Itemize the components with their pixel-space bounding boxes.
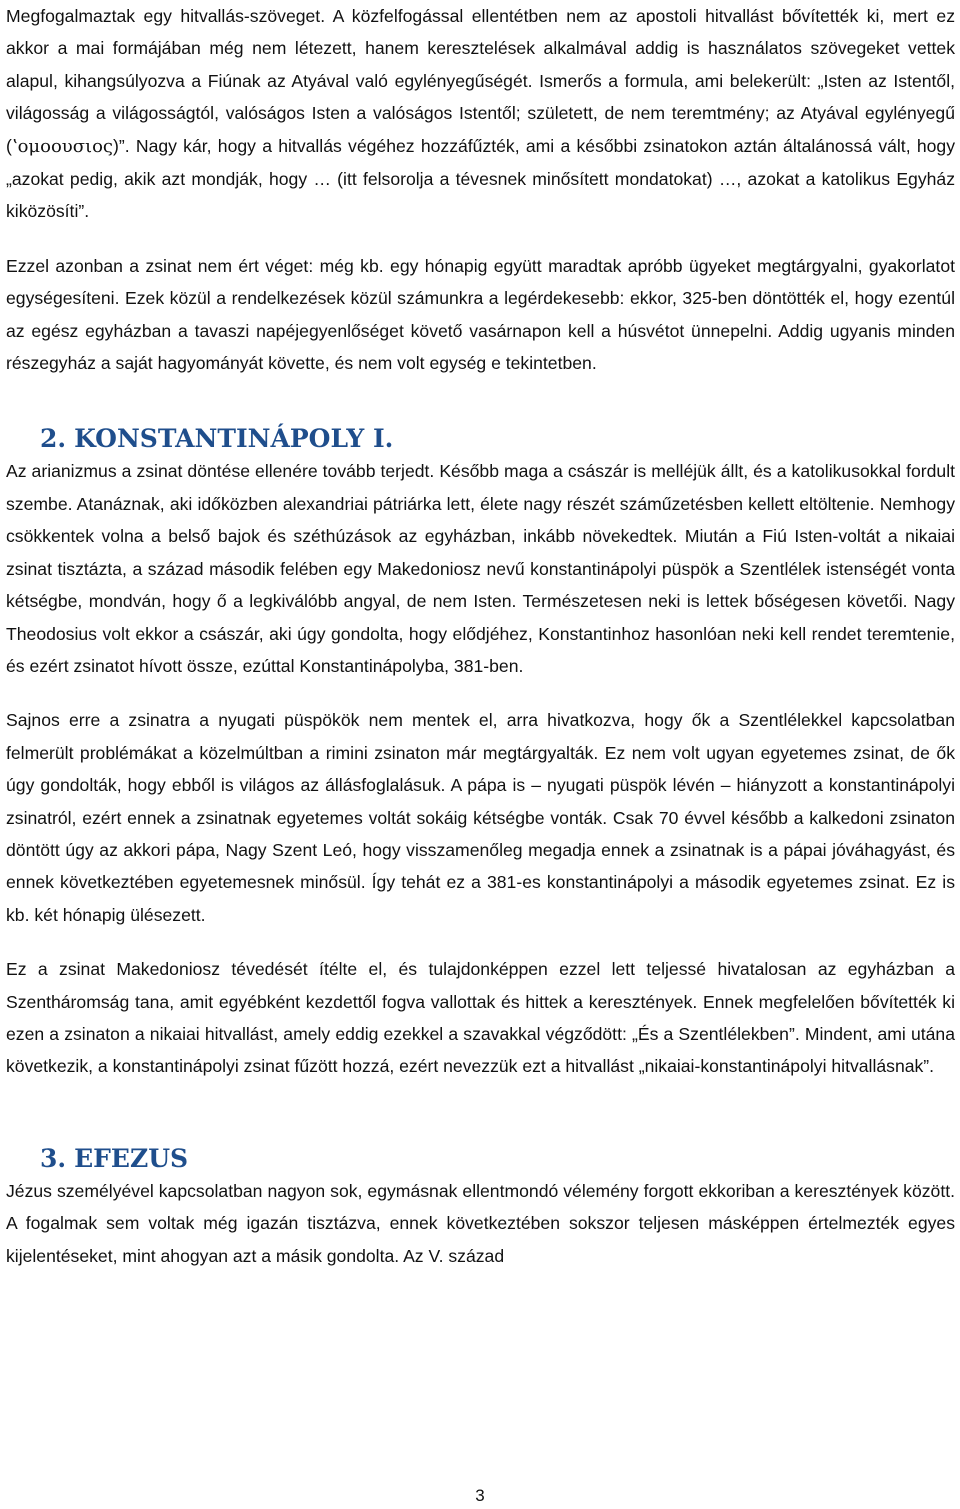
section-number: 2.	[40, 424, 67, 454]
section-heading-efezus	[6, 1143, 955, 1175]
document-page	[6, 0, 955, 1272]
page-number: 3	[475, 1486, 485, 1505]
paragraph-nyugati-puspokok: Sajnos erre a zsinatra a nyugati püspökök nem mentek el, arra hivatkozva, hogy ők a Szentlélekkel kapcsolatban felmerült problémákat a közelmúltban a rimini zsinaton már megtárgyalták. Ez nem volt ugyan egyetemes zsinat, de ők úgy gondolták, hogy ebből is világos az állásfoglalásuk. A pápa is – nyugati püspök lévén – hiányzott a konstantinápolyi zsinatról, ezért ennek a zsinatnak egyetemes voltát sokáig kétségbe vonták. Csak 70 évvel később a kalkedoni zsinaton döntött úgy az akkori pápa, Nagy Szent Leó, hogy visszamenőleg megadja ennek a zsinatnak is a pápai jóváhagyást, és ennek következtében egyetemesnek minősül. Így tehát ez a 381-es konstantinápolyi a második egyetemes zsinat. Ez is kb. két hónapig ülésezett.	[6, 710, 955, 925]
section-title: EFEZUS	[74, 1143, 189, 1173]
paragraph-arianizmus: Az arianizmus a zsinat döntése ellenére tovább terjedt. Később maga a császár is melléjük állt, és a katolikusokkal fordult szembe. Atanáznak, aki időközben alexandriai pátriárka lett, élete nagy részét száműzetésben kellett eltöltenie. Nemhogy csökkentek volna a belső bajok és széthúzások az egyházban, inkább növekedtek. Miután a Fiú Isten-voltát a nikaiai zsinat tisztázta, a század második felében egy Makedoniosz nevű konstantinápolyi püspök a Szentlélek istenségét vonta kétségbe, mondván, hogy ő a legkiválóbb angyal, de nem Isten. Természetesen neki is lettek bőségesen követői. Nagy Theodosius volt ekkor a császár, aki úgy gondolta, hogy elődjéhez, Konstantinhoz hasonlóan neki kell rendet teremtenie, és ezért zsinatot hívott össze, ezúttal Konstantinápolyba, 381-ben.	[6, 461, 955, 676]
paragraph-hitvallas	[6, 0, 955, 228]
paragraph-szentharomsag: Ez a zsinat Makedoniosz tévedését ítélte el, és tulajdonképpen ezzel lett teljessé hivatalosan az egyházban a Szentháromság tana, amit egyébként kezdettől fogva vallottak és hittek a keresztények. Ennek megfelelően bővítették ki ezen a zsinaton a nikaiai hitvallást, amely eddig ezekkel a szavakkal végződött: „És a Szentlélekben”. Mindent, ami utána következik, a konstantinápolyi zsinat fűzött hozzá, ezért nevezzük ezt a hitvallást „nikaiai-konstantinápolyi hitvallásnak”.	[6, 959, 955, 1077]
section-number: 3.	[40, 1143, 67, 1173]
section-heading-konstantinapoly	[6, 423, 955, 455]
paragraph-jezus-szemelye: Jézus személyével kapcsolatban nagyon sok, egymásnak ellentmondó vélemény forgott ekkoriban a keresztények között. A fogalmak sem voltak még igazán tisztázva, ennek következtében sokszor teljesen másképpen értelmezték egyes kijelentéseket, mint ahogyan azt a másik gondolta. Az V. század	[6, 1180, 955, 1266]
paragraph-hitvallas-part-a: Megfogalmaztak egy hitvallás-szöveget. A közfelfogással ellentétben nem az apostoli hitvallást bővítették ki, mert ez akkor a mai formájában még nem létezett, hanem keresztelések alkalmával addig is használatos szövegeket vettek alapul, kihangsúlyozva a Fiúnak az Atyával való egylényegűségét. Ismerős a formula, ami belekerült: „Isten az Istentől, világosság a világosságtól, valóságos Isten a valóságos Istentől; született, de nem teremtmény; az Atyával egylényegű (	[6, 6, 955, 156]
greek-homoousios: ʽομοουσιος	[11, 135, 113, 157]
section-title: KONSTANTINÁPOLY I.	[74, 424, 394, 454]
paragraph-husvet: Ezzel azonban a zsinat nem ért véget: még kb. egy hónapig együtt maradtak apróbb ügyeket megtárgyalni, gyakorlatot egységesíteni. Ezek közül a rendelkezések közül számunkra a legérdekesebb: ekkor, 325-ben döntötték el, hogy ezentúl az egész egyházban a tavaszi napéjegyenlőséget követő vasárnapon kell a húsvétot ünnepelni. Addig ugyanis minden részegyház a saját hagyományát követte, és nem volt egység e tekintetben.	[6, 255, 955, 374]
paragraph-hitvallas-part-b: )”. Nagy kár, hogy a hitvallás végéhez hozzáfűzték, ami a későbbi zsinatokon aztán általánossá vált, hogy „azokat pedig, akik azt mondják, hogy … (itt felsorolja a tévesnek minősített mondatokat) …, azokat a katolikus Egyház kiközösíti”.	[6, 135, 955, 222]
